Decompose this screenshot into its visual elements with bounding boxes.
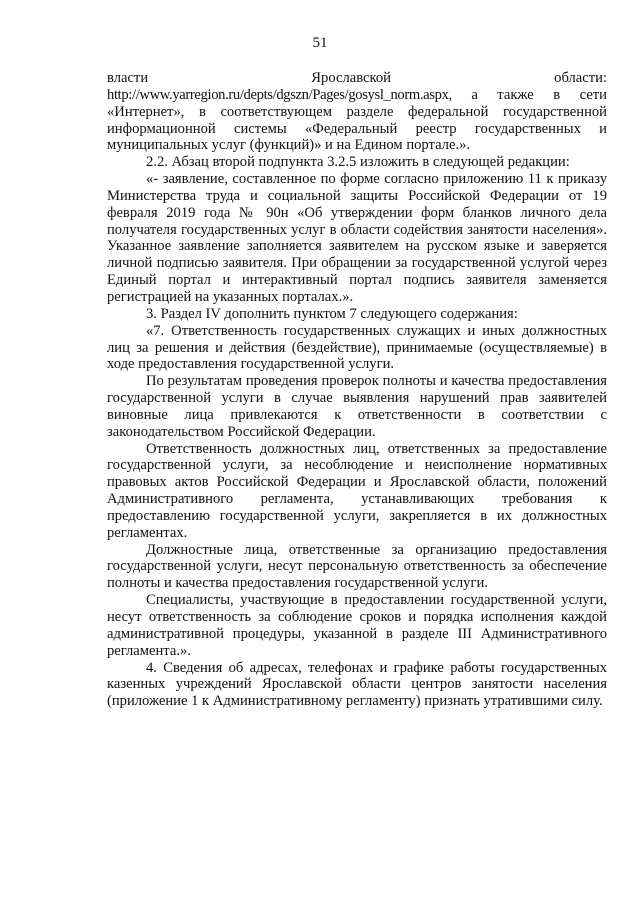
paragraph-3-section-iv: 3. Раздел IV дополнить пунктом 7 следующего содержания: <box>146 305 518 322</box>
paragraph-personal-responsibility: Должностные лица, ответственные за организацию предоставления государственной услуги, несут персональную ответственность за обеспечение полноты и качества предоставления государственной услуги. <box>107 541 607 592</box>
paragraph-portal-info-text: а также в сети «Интернет», в соответствующем разделе федеральной государственной информационной системы «Федеральный реестр государственных и муниципальных услуг (функций)» и на Едином портале.». <box>107 86 607 154</box>
paragraph-application-form: «- заявление, составленное по форме согласно приложению 11 к приказу Министерства труда и социальной защиты Российской Федерации от 19 февраля 2019 года № 90н «Об утверждении форм бланков личного дела получателя государственных услуг в области содействия занятости населения». Указанное заявление заполняется заявителем на русском языке и заверяется личной подписью заявителя. При обращении за государственной услугой через Единый портал и интерактивный портал подпись заявителя заменяется регистрацией на указанных порталах.». <box>107 171 607 305</box>
paragraph-specialists: Специалисты, участвующие в предоставлении государственной услуги, несут ответственность за соблюдение сроков и порядка исполнения каждой административной процедуры, указанной в разделе III Административного регламента.». <box>107 592 607 659</box>
first-line <box>107 70 607 87</box>
document-body <box>107 70 607 710</box>
first-line-word-3: области: <box>554 70 607 86</box>
paragraph-officials-responsibility: Ответственность должностных лиц, ответственных за предоставление государственной услуги, за несоблюдение и неисполнение нормативных правовых актов Российской Федерации и Ярославской области, положений Административного регламента, устанавливающих требования к предоставлению государственной услуги, закрепляется в их должностных регламентах. <box>107 440 607 541</box>
paragraph-4-addresses: 4. Сведения об адресах, телефонах и графике работы государственных казенных учреждений Ярославской области центров занятости населения (приложение 1 к Административному регламенту) признать утратившими силу. <box>107 659 607 710</box>
paragraph-portal-info <box>107 87 607 154</box>
paragraph-2-2: 2.2. Абзац второй подпункта 3.2.5 изложить в следующей редакции: <box>146 154 570 171</box>
first-line-word-2: Ярославской <box>311 70 391 86</box>
paragraph-inspection-results: По результатам проведения проверок полноты и качества предоставления государственной услуги в случае выявления нарушений прав заявителей виновные лица привлекаются к ответственности в соответствии с законодательством Российской Федерации. <box>107 373 607 440</box>
first-line-word-1: власти <box>107 70 149 86</box>
page-number: 51 <box>312 35 328 51</box>
regulation-url: http://www.yarregion.ru/depts/dgszn/Pages/gosysl_norm.aspx, <box>107 86 452 103</box>
paragraph-7-responsibility: «7. Ответственность государственных служащих и иных должностных лиц за решения и действия (бездействие), принимаемые (осуществляемые) в ходе предоставления государственной услуги. <box>107 322 607 373</box>
